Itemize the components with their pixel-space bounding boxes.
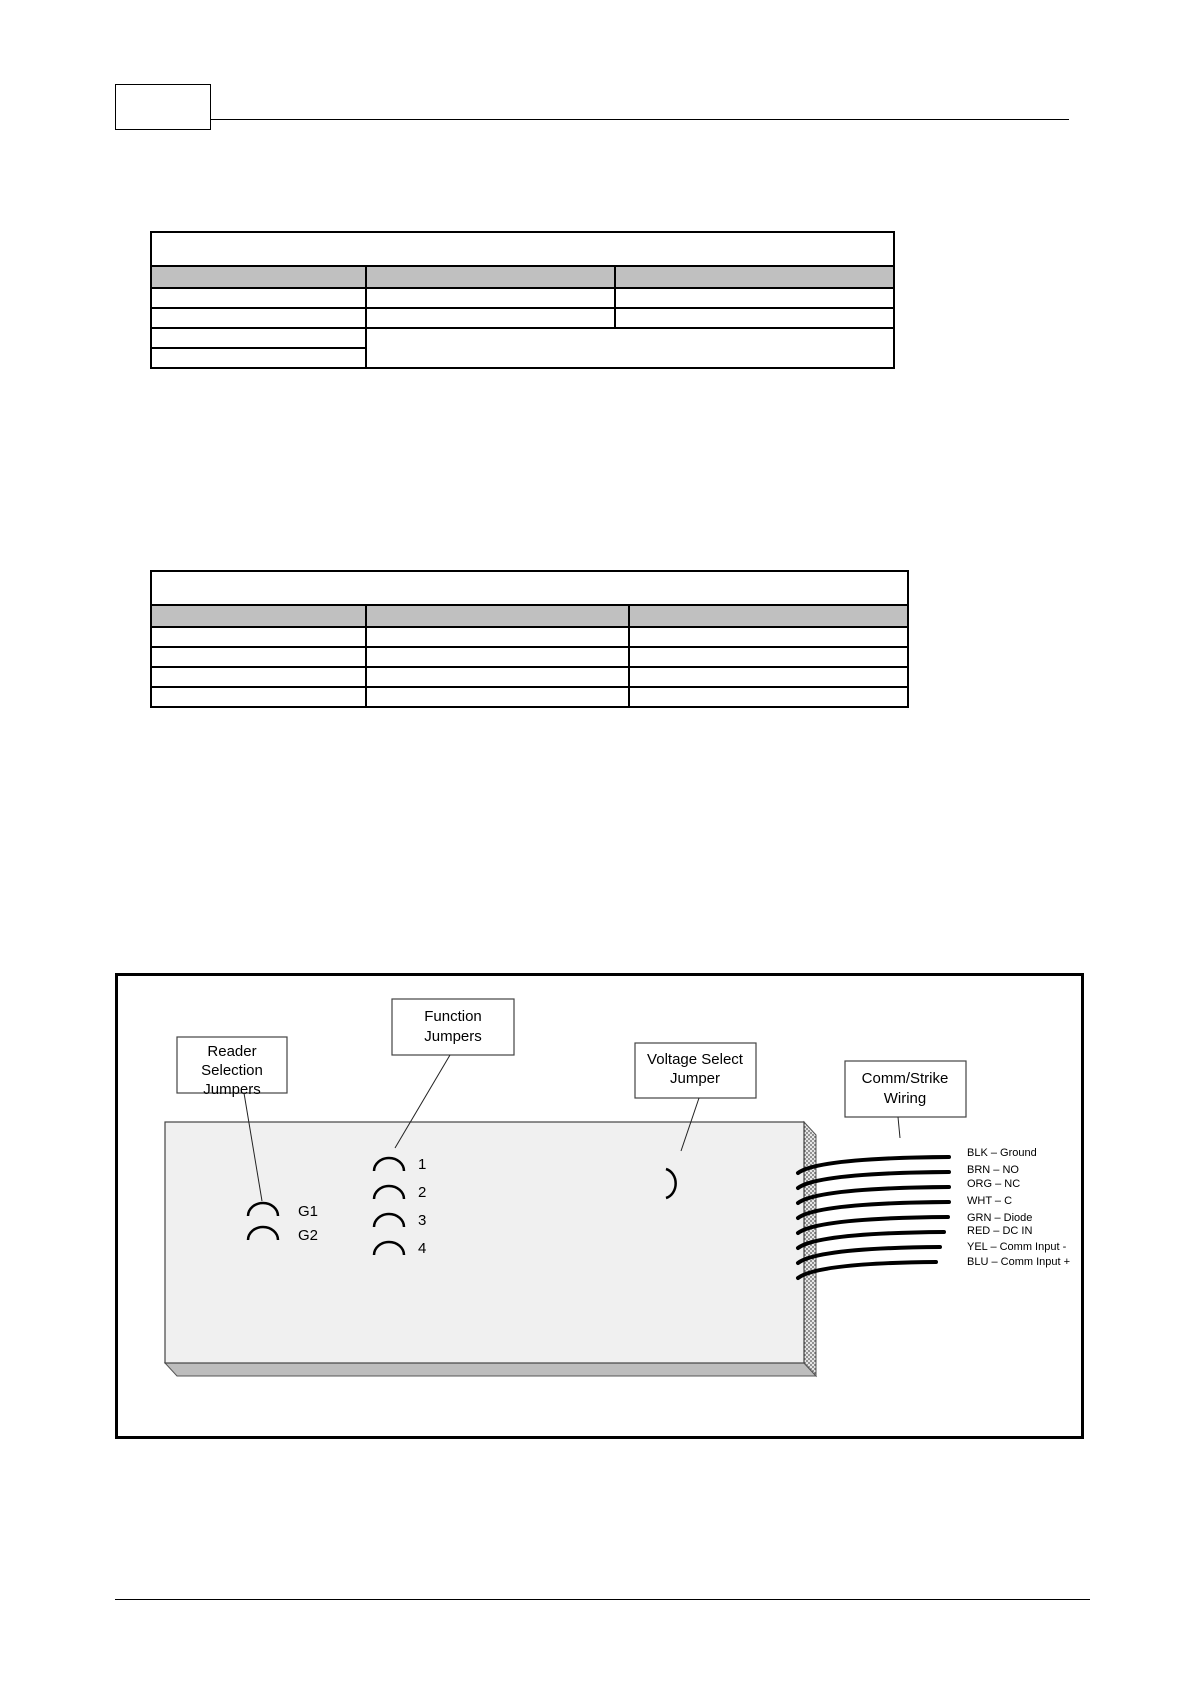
board-bottom-edge <box>165 1363 816 1376</box>
board-side-edge <box>804 1122 816 1376</box>
board-face <box>165 1122 804 1363</box>
wire-label: RED – DC IN <box>967 1225 1033 1237</box>
wire-label: GRN – Diode <box>967 1212 1033 1224</box>
wire-bundle <box>798 1157 949 1278</box>
wire-label: BRN – NO <box>967 1164 1019 1176</box>
callout-text: Function <box>424 1008 482 1025</box>
table-header-cell <box>151 605 366 627</box>
wire-legend <box>967 1147 1070 1268</box>
table-header-cell <box>151 266 366 288</box>
callout-text: Selection <box>201 1062 263 1079</box>
table-title-cell <box>151 232 894 266</box>
wire-blu <box>798 1262 936 1278</box>
jumper-label: 2 <box>418 1184 427 1201</box>
wire-label: BLU – Comm Input + <box>967 1256 1071 1268</box>
callout-text: Jumpers <box>203 1081 261 1098</box>
table-row <box>151 288 894 308</box>
table-header-cell <box>629 605 908 627</box>
table-row <box>151 627 908 647</box>
table-header-cell <box>366 605 629 627</box>
page-number-box <box>115 84 211 130</box>
table-row <box>151 328 894 348</box>
circuit-board <box>165 1122 816 1376</box>
jumper-label: G2 <box>298 1227 319 1244</box>
table-title-cell <box>151 571 908 605</box>
wire-label: YEL – Comm Input - <box>967 1241 1067 1253</box>
footer-rule <box>115 1599 1090 1600</box>
jumper-label: G1 <box>298 1203 319 1220</box>
callout-text: Jumpers <box>424 1028 482 1045</box>
table-merged-cell <box>366 328 894 368</box>
header-rule <box>211 119 1069 120</box>
callout-text: Voltage Select <box>647 1051 743 1068</box>
wire-label: BLK – Ground <box>967 1147 1037 1159</box>
jumper-label: 1 <box>418 1156 427 1173</box>
wire-label: WHT – C <box>967 1195 1013 1207</box>
callout-text: Wiring <box>883 1090 927 1107</box>
callout-text: Comm/Strike <box>861 1070 949 1087</box>
table-row <box>151 647 908 667</box>
jumper-label: 3 <box>418 1212 427 1229</box>
table-row <box>151 687 908 707</box>
wire-label: ORG – NC <box>967 1178 1021 1190</box>
table-header-cell <box>615 266 894 288</box>
settings-table-1 <box>150 231 895 369</box>
wiring-diagram <box>115 973 1084 1439</box>
settings-table-2 <box>150 570 909 708</box>
callout-text: Reader <box>207 1043 257 1060</box>
table-row <box>151 308 894 328</box>
jumper-label: 4 <box>418 1240 427 1257</box>
comm-strike-callout <box>845 1061 966 1138</box>
leader-line <box>898 1117 900 1138</box>
table-row <box>151 667 908 687</box>
table-header-cell <box>366 266 615 288</box>
callout-text: Jumper <box>669 1070 721 1087</box>
